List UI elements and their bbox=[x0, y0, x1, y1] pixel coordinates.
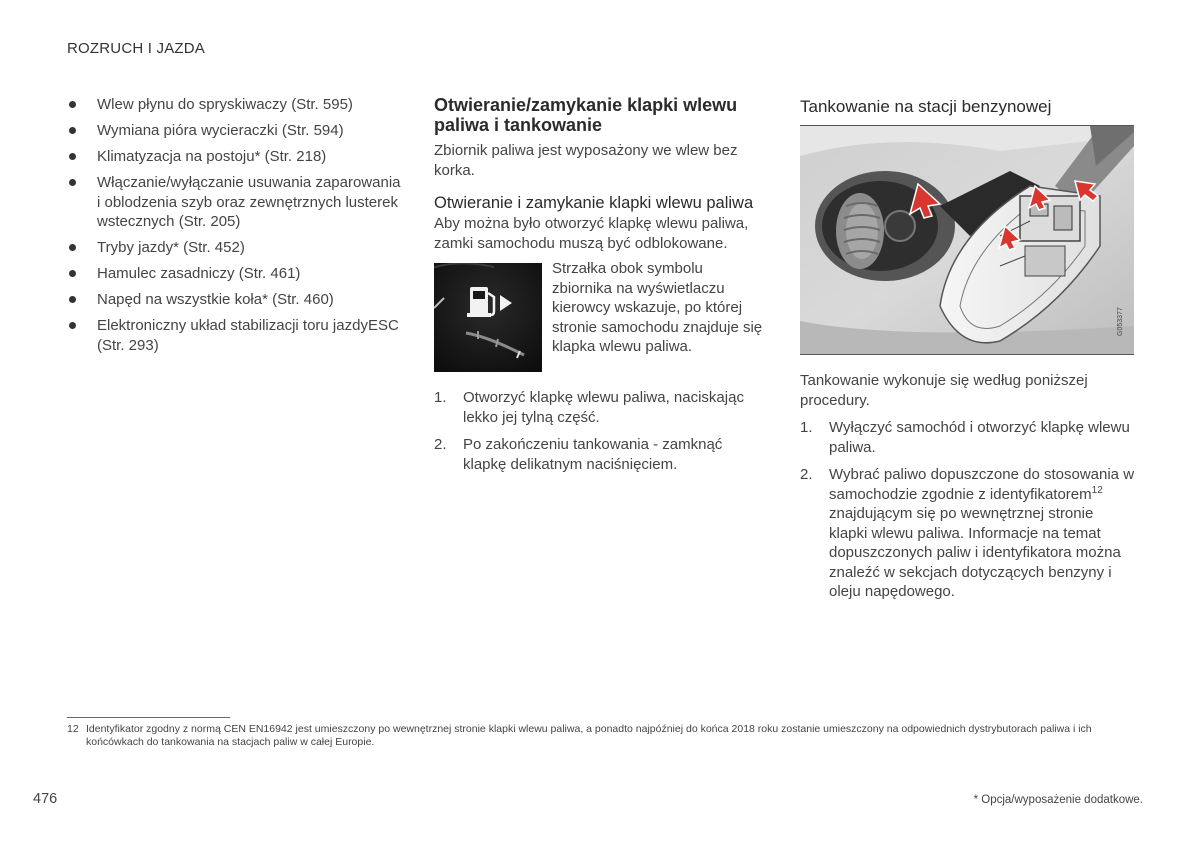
bullet-icon bbox=[69, 153, 76, 160]
subsection-title: Otwieranie i zamykanie klapki wlewu paliwa bbox=[434, 194, 754, 212]
footnote-divider bbox=[67, 717, 230, 718]
bullet-icon bbox=[69, 127, 76, 134]
list-item[interactable]: Wlew płynu do spryskiwaczy (Str. 595) bbox=[67, 95, 407, 115]
list-item[interactable]: Elektroniczny układ stabilizacji toru jazdyESC (Str. 293) bbox=[67, 316, 407, 355]
fuel-flap-column bbox=[434, 95, 769, 482]
list-item: 1. Otworzyć klapkę wlewu paliwa, naciskając lekko jej tylną część. bbox=[434, 389, 744, 426]
steps-list bbox=[434, 388, 769, 474]
footnote-text: Identyfikator zgodny z normą CEN EN16942 jest umieszczony po wewnętrznej stronie klapki wlewu paliwa, a ponadto najpóźniej do końca 2018 roku zostanie umieszczony na odpowiednich dystrybutorach paliwa i ich końcówkach do tankowania na stacjach paliw w całej Europie. bbox=[86, 723, 1092, 748]
list-item: 2. Po zakończeniu tankowania - zamknąć klapkę delikatnym naciśnięciem. bbox=[434, 436, 723, 473]
fuel-pump-icon bbox=[434, 263, 542, 372]
intro-text: Tankowanie wykonuje się według poniższej procedury. bbox=[800, 372, 1088, 409]
list-item[interactable]: Tryby jazdy* (Str. 452) bbox=[67, 238, 407, 258]
footnote-number: 12 bbox=[67, 723, 79, 735]
list-item[interactable]: Wymiana pióra wycieraczki (Str. 594) bbox=[67, 121, 407, 141]
list-item[interactable]: Klimatyzacja na postoju* (Str. 218) bbox=[67, 147, 407, 167]
list-item: 2. Wybrać paliwo dopuszczone do stosowania w samochodzie zgodnie z identyfikatorem$^{12}$ znajdującym się po wewnętrznej stronie klapki wlewu paliwa. Informacje na temat dopuszczonych paliw i identyfikatora można znaleźć w sekcjach dotyczących benzyny i oleju napędowego. bbox=[800, 466, 1135, 600]
related-links-column bbox=[67, 95, 407, 362]
bullet-icon bbox=[69, 179, 76, 186]
bullet-icon bbox=[69, 270, 76, 277]
footnote bbox=[67, 723, 1142, 749]
bullet-icon bbox=[69, 101, 76, 108]
steps-list bbox=[800, 418, 1135, 602]
figure-caption: Strzałka obok symbolu zbiornika na wyświetlaczu kierowcy wskazuje, po której stronie samochodu znajduje się klapka wlewu paliwa. bbox=[552, 260, 763, 355]
intro-text: Zbiornik paliwa jest wyposażony we wlew bez korka. bbox=[434, 142, 738, 179]
list-item[interactable]: Włączanie/wyłączanie usuwania zaparowania i oblodzenia szyb oraz zewnętrznych lusterek wstecznych (Str. 205) bbox=[67, 173, 407, 232]
refuelling-column bbox=[800, 95, 1135, 610]
bullet-icon bbox=[69, 322, 76, 329]
footnote-reference[interactable]: 12 bbox=[1091, 484, 1103, 496]
subsection-text: Aby można było otworzyć klapkę wlewu paliwa, zamki samochodu muszą być odblokowane. bbox=[434, 215, 749, 252]
page-number: 476 bbox=[33, 791, 58, 807]
fuel-indicator-figure bbox=[434, 260, 769, 374]
option-note: * Opcja/wyposażenie dodatkowe. bbox=[973, 794, 1143, 806]
section-header: ROZRUCH I JAZDA bbox=[67, 40, 205, 57]
subsection-title: Tankowanie na stacji benzynowej bbox=[800, 97, 1052, 116]
fuel-nozzle-illustration bbox=[800, 126, 1134, 354]
list-item[interactable]: Napęd na wszystkie koła* (Str. 460) bbox=[67, 290, 407, 310]
related-links-list bbox=[67, 95, 407, 355]
fuel-indicator-image bbox=[434, 263, 542, 372]
bullet-icon bbox=[69, 244, 76, 251]
image-code: G053377 bbox=[1117, 307, 1124, 336]
list-item: 1. Wyłączyć samochód i otworzyć klapkę wlewu paliwa. bbox=[800, 419, 1130, 456]
refuelling-image bbox=[800, 125, 1134, 355]
list-item[interactable]: Hamulec zasadniczy (Str. 461) bbox=[67, 264, 407, 284]
section-title: Otwieranie/zamykanie klapki wlewu paliwa i tankowanie bbox=[434, 95, 738, 135]
bullet-icon bbox=[69, 296, 76, 303]
